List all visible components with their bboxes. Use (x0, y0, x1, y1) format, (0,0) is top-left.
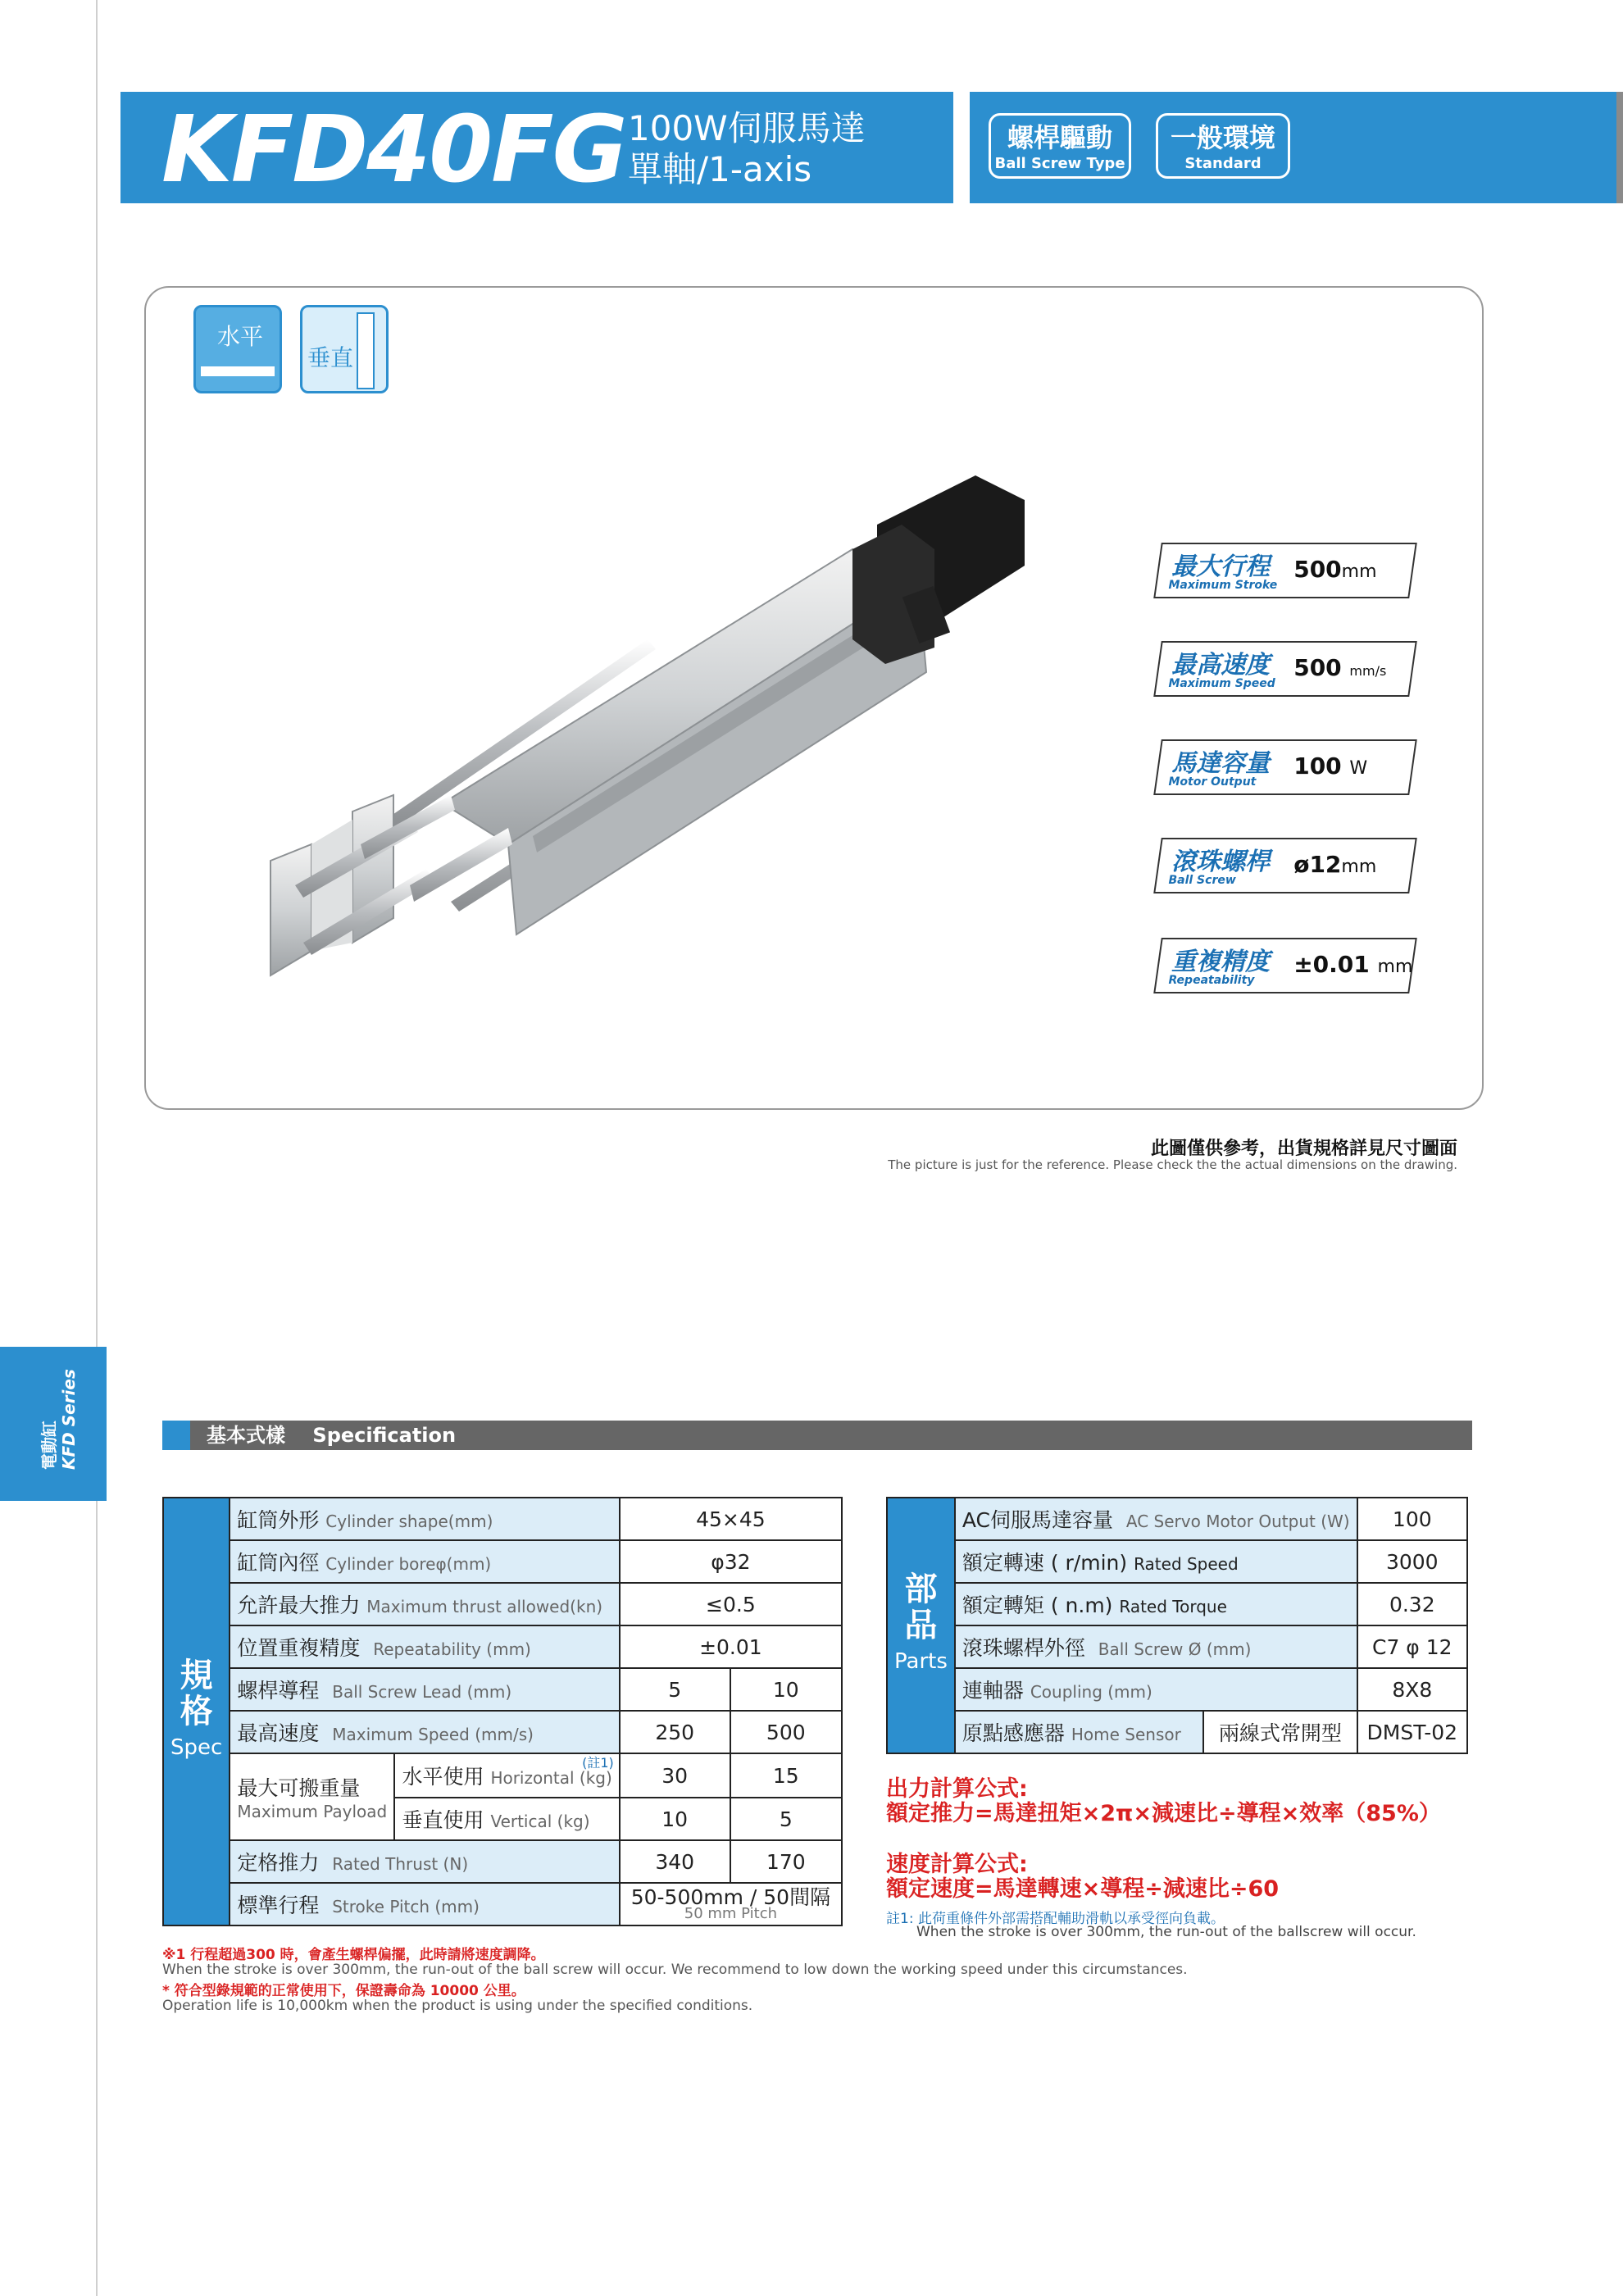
spec-tag-label-en: Maximum Stroke (1168, 579, 1278, 592)
spec-tag-value (1293, 752, 1367, 780)
table-row (887, 1711, 1467, 1753)
parts-group-zh-1: 部 (904, 1571, 938, 1608)
label-en: Maximum Payload (237, 1802, 388, 1821)
spec-tag-number: 500 (1293, 556, 1342, 583)
parts-value: 3000 (1357, 1540, 1467, 1583)
side-tab-en: KFD Series (59, 1369, 79, 1470)
spec-tag-max-stroke (1153, 543, 1417, 598)
stroke-sub: 50 mm Pitch (684, 1905, 778, 1922)
spec-tag-label-zh: 最高速度 (1171, 651, 1271, 680)
parts-label (955, 1498, 1357, 1540)
formula-note-en: When the stroke is over 300mm, the run-out of the ballscrew will occur. (916, 1924, 1416, 1940)
badge-ball-screw-zh: 螺桿驅動 (1007, 122, 1112, 153)
note2-zh: * 符合型錄規範的正常使用下，保證壽命為 10000 公里。 (162, 1983, 525, 1999)
spec-label-thrust (230, 1583, 619, 1625)
vertical-mount-label: 垂直 (307, 344, 354, 371)
badge-standard-en: Standard (1184, 155, 1262, 172)
parts-sensor-type: 兩線式常開型 (1203, 1711, 1357, 1753)
table-row (887, 1540, 1467, 1583)
picture-note-zh: 此圖僅供參考，出貨規格詳見尺寸圖面 (1150, 1139, 1457, 1159)
spec-value-payload-h-2: 15 (730, 1753, 842, 1798)
header-accent (1616, 92, 1623, 203)
spec-label-payload-vertical (394, 1798, 619, 1840)
note1-zh: ※1 行程超過300 時，會產生螺桿偏擺，此時請將速度調降。 (162, 1947, 545, 1963)
spec-tag-label-zh: 最大行程 (1171, 552, 1271, 581)
label-en: Home Sensor (1071, 1725, 1181, 1744)
label-zh: 最大可搬重量 (237, 1776, 361, 1800)
spec-value-lead-1: 5 (620, 1668, 730, 1711)
label-en: Coupling (mm) (1030, 1682, 1152, 1702)
vertical-mount-icon (300, 305, 389, 393)
spec-tag-label-en: Maximum Speed (1168, 677, 1275, 690)
table-row (163, 1883, 842, 1925)
spec-label-repeatability (230, 1625, 619, 1668)
label-zh: 額定轉速 ( r/min) (962, 1551, 1128, 1575)
table-row (163, 1583, 842, 1625)
note1-en: When the stroke is over 300mm, the run-out of the ball screw will occur. We recommend to low down the working speed under this circumstances. (162, 1962, 1188, 1978)
parts-value: 8X8 (1357, 1668, 1467, 1711)
parts-value: 0.32 (1357, 1583, 1467, 1625)
subtitle-line2: 單軸/1-axis (628, 149, 812, 189)
parts-label-sensor (955, 1711, 1203, 1753)
spec-label-rated-thrust (230, 1840, 619, 1883)
label-zh: 允許最大推力 (237, 1594, 361, 1617)
spec-tag-ball-screw (1153, 838, 1417, 893)
parts-value-sensor: DMST-02 (1357, 1711, 1467, 1753)
thrust-formula-title: 出力計算公式: (886, 1776, 1028, 1802)
badge-ball-screw-en: Ball Screw Type (994, 155, 1125, 172)
spec-group-label (163, 1498, 230, 1925)
spec-tag-label-zh: 重複精度 (1171, 948, 1271, 976)
parts-value: 100 (1357, 1498, 1467, 1540)
spec-tag-number: 500 (1293, 654, 1342, 681)
table-row (163, 1668, 842, 1711)
picture-note-en: The picture is just for the reference. Please check the the actual dimensions on the drawing. (888, 1157, 1457, 1172)
spec-value-thrust: ≤0.5 (620, 1583, 842, 1625)
label-en: Rated Torque (1119, 1597, 1227, 1616)
label-zh: 最高速度 (237, 1721, 320, 1745)
label-en: Rated Thrust (N) (332, 1854, 469, 1874)
spec-group-en: Spec (170, 1735, 223, 1760)
label-en: Cylinder boreφ(mm) (325, 1554, 492, 1574)
spec-tag-label-en: Ball Screw (1168, 874, 1236, 887)
label-zh: AC伺服馬達容量 (962, 1508, 1113, 1532)
speed-formula: 額定速度=馬達轉速×導程÷減速比÷60 (886, 1876, 1280, 1902)
label-zh: 垂直使用 (402, 1808, 484, 1832)
label-en: Rated Speed (1134, 1554, 1239, 1574)
spec-label-stroke (230, 1883, 619, 1925)
parts-label (955, 1540, 1357, 1583)
label-en: Maximum thrust allowed(kn) (366, 1597, 603, 1616)
spec-section-accent (162, 1421, 190, 1450)
series-side-tab (0, 1347, 107, 1501)
spec-section-title-en: Specification (312, 1424, 457, 1447)
label-zh: 滾珠螺桿外徑 (962, 1636, 1085, 1660)
spec-tag-number: 100 (1293, 752, 1342, 780)
table-row (887, 1625, 1467, 1668)
label-zh: 螺桿導程 (237, 1679, 320, 1703)
side-tab-zh: 電動缸 (39, 1421, 59, 1470)
spec-tag-number: ø12 (1293, 851, 1342, 878)
spec-tag-label-en: Repeatability (1168, 974, 1255, 987)
spec-tag-repeatability (1153, 938, 1417, 993)
parts-group-label (887, 1498, 955, 1753)
spec-label-shape (230, 1498, 619, 1540)
note2-en: Operation life is 10,000km when the product is using under the specified conditions. (162, 1998, 753, 2014)
label-zh: 標準行程 (237, 1894, 320, 1917)
spec-value-payload-h-1: 30 (620, 1753, 730, 1798)
spec-tag-max-speed (1153, 641, 1417, 697)
spec-tag-unit: W (1349, 758, 1368, 779)
parts-label (955, 1668, 1357, 1711)
horizontal-mount-icon (193, 305, 282, 393)
label-en: Horizontal (kg) (490, 1768, 612, 1788)
table-row (163, 1540, 842, 1583)
table-row (163, 1840, 842, 1883)
spec-value-bore: φ32 (620, 1540, 842, 1583)
spec-tag-motor-output (1153, 739, 1417, 795)
badge-ball-screw (989, 113, 1131, 179)
spec-value-lead-2: 10 (730, 1668, 842, 1711)
model-title: KFD40FG (161, 97, 626, 203)
table-row (163, 1498, 842, 1540)
page-margin-line (96, 0, 98, 2296)
spec-group-zh-1: 規 (180, 1657, 213, 1694)
label-zh: 定格推力 (237, 1851, 320, 1875)
spec-tag-unit: mm (1341, 857, 1377, 877)
spec-tag-unit: mm (1341, 561, 1377, 582)
thrust-formula: 額定推力=馬達扭矩×2π×減速比÷導程×效率（85%） (886, 1801, 1441, 1826)
spec-table (162, 1497, 843, 1926)
label-en: Repeatability (mm) (373, 1639, 531, 1659)
table-row (887, 1583, 1467, 1625)
spec-tag-label-zh: 馬達容量 (1171, 749, 1271, 778)
spec-label-payload (230, 1753, 394, 1840)
spec-tag-unit: mm (1377, 957, 1413, 977)
label-en: AC Servo Motor Output (W) (1125, 1512, 1350, 1531)
parts-value: C7 φ 12 (1357, 1625, 1467, 1668)
spec-tag-value (1293, 556, 1376, 583)
label-zh: 位置重複精度 (237, 1636, 361, 1660)
payload-note-mark: (註1) (582, 1755, 614, 1771)
label-en: Cylinder shape(mm) (325, 1512, 493, 1531)
stroke-value: 50-500mm / 50間隔 (630, 1885, 831, 1909)
spec-tag-value (1293, 951, 1412, 978)
label-zh: 缸筒內徑 (237, 1551, 320, 1575)
speed-formula-title: 速度計算公式: (886, 1852, 1028, 1877)
subtitle-line1: 100W伺服馬達 (628, 108, 866, 148)
label-en: Maximum Speed (mm/s) (332, 1725, 534, 1744)
label-en: Vertical (kg) (490, 1812, 590, 1831)
spec-group-zh-2: 格 (180, 1693, 213, 1730)
table-row (163, 1711, 842, 1753)
horizontal-mount-label: 水平 (217, 323, 264, 350)
parts-group-en: Parts (894, 1649, 948, 1674)
label-zh: 水平使用 (402, 1765, 484, 1789)
spec-value-rated-2: 170 (730, 1840, 842, 1883)
table-row (163, 1625, 842, 1668)
parts-label (955, 1625, 1357, 1668)
spec-section-title-zh: 基本式樣 (207, 1424, 285, 1447)
parts-table (886, 1497, 1468, 1754)
label-en: Ball Screw Lead (mm) (332, 1682, 512, 1702)
label-zh: 連軸器 (962, 1679, 1024, 1703)
badge-standard-zh: 一般環境 (1170, 122, 1275, 153)
spec-value-payload-v-1: 10 (620, 1798, 730, 1840)
spec-tag-unit: mm/s (1349, 663, 1387, 679)
badge-standard (1156, 113, 1290, 179)
spec-label-bore (230, 1540, 619, 1583)
spec-tag-label-zh: 滾珠螺桿 (1171, 848, 1271, 876)
spec-value-speed-2: 500 (730, 1711, 842, 1753)
spec-tag-label-en: Motor Output (1168, 775, 1257, 789)
parts-label (955, 1583, 1357, 1625)
spec-section-title (207, 1423, 456, 1448)
label-zh: 原點感應器 (962, 1721, 1065, 1745)
spec-tag-value (1293, 851, 1376, 878)
table-row (887, 1668, 1467, 1711)
spec-tag-number: ±0.01 (1293, 951, 1370, 978)
formula-note-zh: 註1: 此荷重條件外部需搭配輔助滑軌以承受徑向負載。 (886, 1911, 1225, 1927)
spec-label-payload-horizontal (394, 1753, 619, 1798)
label-zh: 缸筒外形 (237, 1508, 320, 1532)
parts-group-zh-2: 品 (904, 1607, 938, 1644)
spec-value-speed-1: 250 (620, 1711, 730, 1753)
spec-label-lead (230, 1668, 619, 1711)
label-en: Stroke Pitch (mm) (332, 1897, 480, 1916)
spec-value-rated-1: 340 (620, 1840, 730, 1883)
table-row (163, 1753, 842, 1798)
electric-cylinder-illustration (262, 459, 1049, 1000)
spec-value-repeatability: ±0.01 (620, 1625, 842, 1668)
label-en: Ball Screw Ø (mm) (1098, 1639, 1252, 1659)
spec-value-shape: 45×45 (620, 1498, 842, 1540)
spec-value-stroke (620, 1883, 842, 1925)
spec-value-payload-v-2: 5 (730, 1798, 842, 1840)
spec-label-speed (230, 1711, 619, 1753)
spec-tag-value (1293, 654, 1386, 681)
table-row (887, 1498, 1467, 1540)
label-zh: 額定轉矩 ( n.m) (962, 1594, 1113, 1617)
